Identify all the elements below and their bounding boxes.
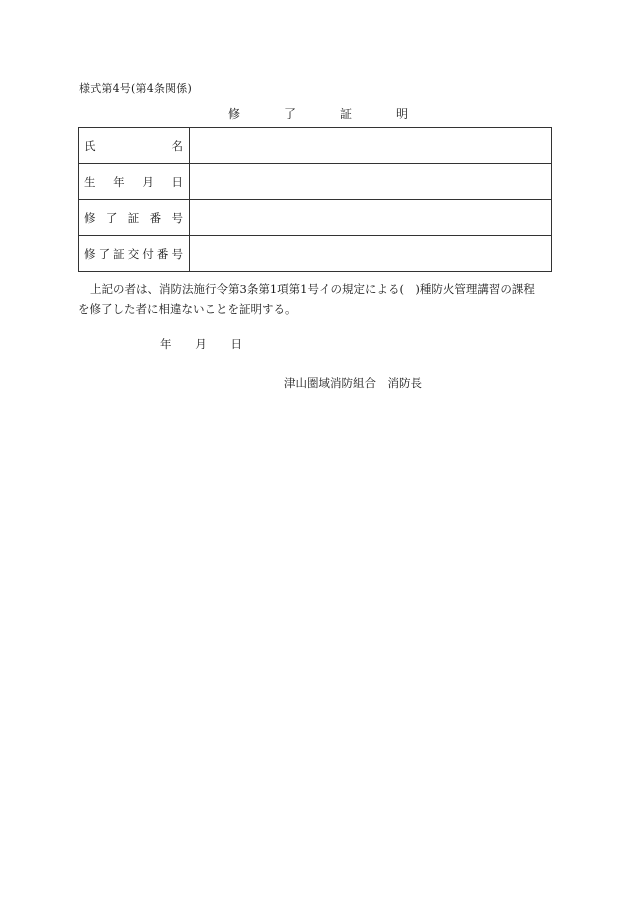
label-char: 生 (84, 174, 96, 189)
label-char: 交 (127, 246, 140, 261)
date-month-label: 月 (195, 337, 207, 351)
label-char: 号 (171, 246, 183, 261)
date-year-label: 年 (160, 337, 172, 351)
row-label-issue-number (79, 236, 190, 272)
label-char: 了 (105, 210, 118, 225)
document-title (228, 105, 408, 122)
label-char: 番 (149, 210, 162, 225)
name-value-cell[interactable] (190, 128, 552, 164)
certification-statement (78, 279, 554, 319)
statement-line: 上記の者は、消防法施行令第3条第1項第1号イの規定による( )種防火管理講習の課程 (90, 282, 535, 296)
label-char: 号 (171, 210, 183, 225)
issuer: 津山圏域消防組合 消防長 (284, 376, 422, 390)
date-line (160, 336, 242, 352)
label-char: 証 (127, 210, 140, 225)
row-label-name (79, 128, 190, 164)
table-row (79, 164, 552, 200)
label-char: 氏 (84, 138, 96, 153)
certificate-table (78, 127, 552, 272)
label-char: 年 (113, 174, 125, 189)
label-char: 番 (156, 246, 169, 261)
table-row (79, 236, 552, 272)
label-char: 付 (142, 246, 154, 261)
title-char: 修 (228, 107, 241, 121)
title-char: 証 (339, 107, 352, 121)
certificate-number-value-cell[interactable] (190, 200, 552, 236)
title-char: 明 (395, 107, 408, 121)
date-day-label: 日 (230, 337, 242, 351)
table-row (79, 128, 552, 164)
label-char: 月 (142, 174, 154, 189)
issue-number-value-cell[interactable] (190, 236, 552, 272)
label-char: 了 (98, 246, 111, 261)
title-char: 了 (283, 107, 296, 121)
row-label-certificate-number (79, 200, 190, 236)
label-char: 日 (171, 174, 183, 189)
statement-line: を修了した者に相違ないことを証明する。 (78, 302, 297, 316)
row-label-birthdate (79, 164, 190, 200)
form-number: 様式第4号(第4条関係) (79, 82, 192, 95)
birthdate-value-cell[interactable] (190, 164, 552, 200)
label-char: 証 (113, 246, 125, 261)
label-char: 修 (84, 210, 96, 225)
label-char: 名 (171, 138, 183, 153)
label-char: 修 (84, 246, 96, 261)
table-row (79, 200, 552, 236)
